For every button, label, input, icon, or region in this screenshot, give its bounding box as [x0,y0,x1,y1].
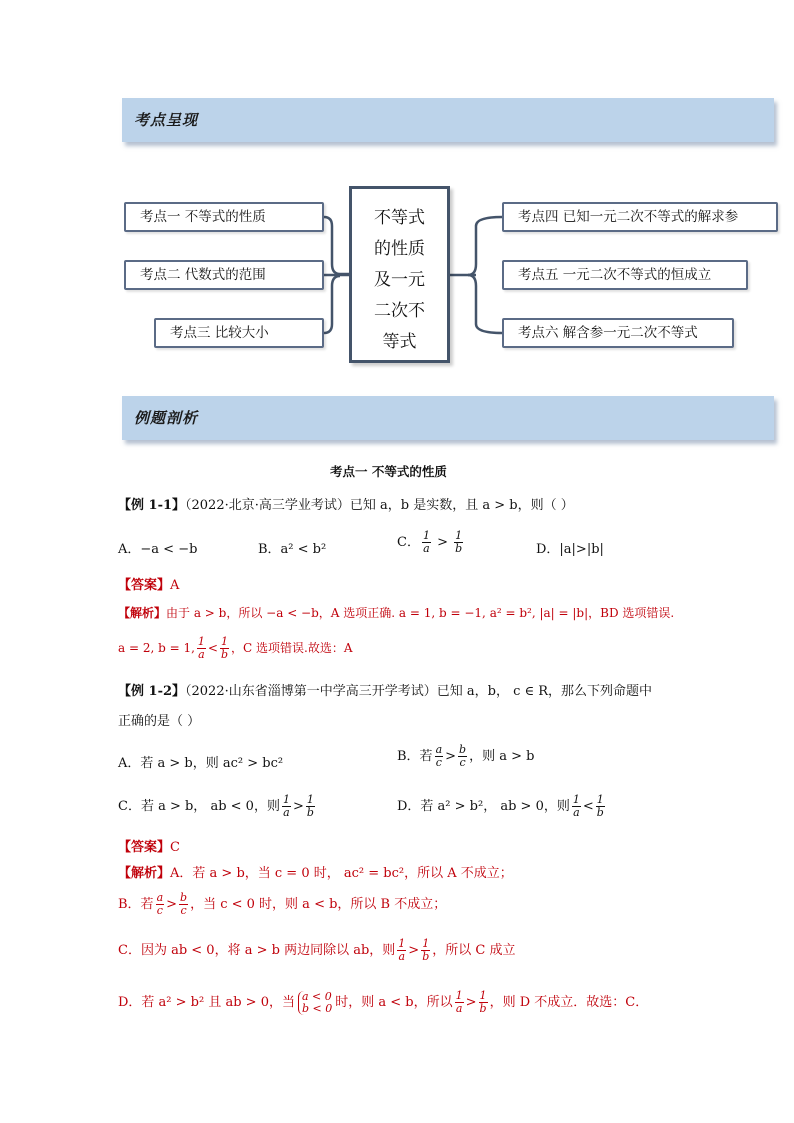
option-B: B．若 $\frac{a}{c}$ > $\frac{b}{c}$ ，则 a > b [397,743,535,769]
mindmap-node-left-2: 考点二 代数式的范围 [124,260,324,290]
analysis-text: 时，则 a < b，所以 [335,995,453,1010]
option-suffix: ，则 a > b [469,749,535,764]
option-prefix: C． [397,535,420,550]
option-A: A．若 a > b，则 ac² > bc² [118,756,284,771]
example-1-2-stem [118,680,652,699]
analysis-text: 由于 a > b，所以 −a < −b，A 选项正确. a = 1, b = −1, a² = b², |a| = |b|，BD 选项错误. [166,606,675,620]
analysis-label: 【解析】 [118,866,171,881]
analysis-line-D: D．若 a² > b² 且 ab > 0，当 a < 0 b < 0 时，则 a < b，所以 $\frac{1}{a}$ > $\frac{1}{b}$ ，则 D 不成立．故选：C． [118,989,649,1015]
numerator: 1 [455,529,463,542]
denominator: b [455,542,463,555]
answer-label: 【答案】 [118,578,171,593]
analysis-line-B: B．若 $\frac{a}{c}$ > $\frac{b}{c}$ ，当 c < 0 时，则 a < b，所以 B 不成立； [118,891,447,917]
option-prefix: D．若 a² > b²， ab > 0，则 [397,799,570,814]
analysis-text: ，则 D 不成立．故选：C． [489,995,649,1010]
answer-value: A [170,578,180,593]
mindmap-node-right-6: 考点六 解含参一元二次不等式 [502,318,734,348]
example-1-2-stem-cont: 正确的是（ ） [118,714,201,729]
example-label: 【例 1-1】 [118,498,186,513]
option-D: D．|a|>|b| [536,542,604,557]
mindmap-node-right-5: 考点五 一元二次不等式的恒成立 [502,260,748,290]
answer-label: 【答案】 [118,840,171,855]
mindmap-node-right-4: 考点四 已知一元二次不等式的解求参 [502,202,778,232]
analysis-text: C．因为 ab < 0，将 a > b 两边同除以 ab，则 [118,943,396,958]
mindmap-node-left-3: 考点三 比较大小 [154,318,324,348]
mindmap-node-left-1: 考点一 不等式的性质 [124,202,324,232]
center-line: 的性质 [374,239,425,259]
example-stem: 已知 a，b 是实数，且 a > b，则（ ） [349,498,574,513]
example-1-1-stem [118,494,574,513]
fraction: $\frac{1}{a}$ [197,635,205,661]
analysis-label: 【解析】 [118,606,167,620]
option-C [397,530,465,555]
analysis-line-2: a = 2, b = 1, $\frac{1}{a}$ < $\frac{1}{b}$ ，C 选项错误.故选：A [118,635,353,661]
numerator: 1 [422,529,430,542]
banner-title: 例题剖析 [134,409,199,427]
analysis-text: D．若 a² > b² 且 ab > 0，当 [118,995,295,1010]
example-source: （2022·山东省淄博第一中学高三开学考试） [185,684,437,699]
option-B: B．a² < b² [258,542,327,557]
banner-title: 考点呈现 [134,111,199,129]
option-C: C．若 a > b， ab < 0，则 $\frac{1}{a}$ > $\frac{1}{b}$ [118,793,314,819]
center-line: 等式 [382,332,417,352]
option-D: D．若 a² > b²， ab > 0，则 $\frac{1}{a}$ < $\frac{1}{b}$ [397,793,604,819]
analysis-text: A．若 a > b，当 c = 0 时， ac² = bc²，所以 A 不成立； [170,866,513,881]
example-source: （2022·北京·高三学业考试） [185,498,350,513]
answer-line [118,574,179,593]
option-prefix: B．若 [397,749,433,764]
section-title: 考点一 不等式的性质 [330,464,447,479]
analysis-text: ，当 c < 0 时，则 a < b，所以 B 不成立； [190,897,447,912]
denominator: a [423,542,430,555]
center-line: 不等式 [374,208,425,228]
relation: > [432,535,453,550]
analysis-text: ，C 选项错误.故选：A [231,641,353,655]
fraction [422,530,431,555]
example-label: 【例 1-2】 [118,684,186,699]
option-prefix: C．若 a > b， ab < 0，则 [118,799,280,814]
mindmap-center [349,186,450,363]
fraction: $\frac{1}{b}$ [220,635,229,661]
case-brace: a < 0 b < 0 [298,991,332,1015]
answer-line [118,836,180,855]
analysis-text: ，所以 C 成立 [432,943,516,958]
example-stem: 已知 a，b， c ∈ R，那么下列命题中 [436,684,653,699]
section-banner-liti [122,396,774,440]
center-line: 及一元 [374,270,425,290]
option-A: A．−a < −b [118,542,198,557]
analysis-line-1 [118,604,674,621]
analysis-text: a = 2, b = 1, [118,641,195,655]
center-line: 二次不 [374,301,425,321]
analysis-line-C: C．因为 ab < 0，将 a > b 两边同除以 ab，则 $\frac{1}{a}$ > $\frac{1}{b}$ ，所以 C 成立 [118,937,516,963]
answer-value: C [170,840,180,855]
analysis-line-A [118,862,513,881]
fraction [454,530,463,555]
analysis-text: B．若 [118,897,154,912]
